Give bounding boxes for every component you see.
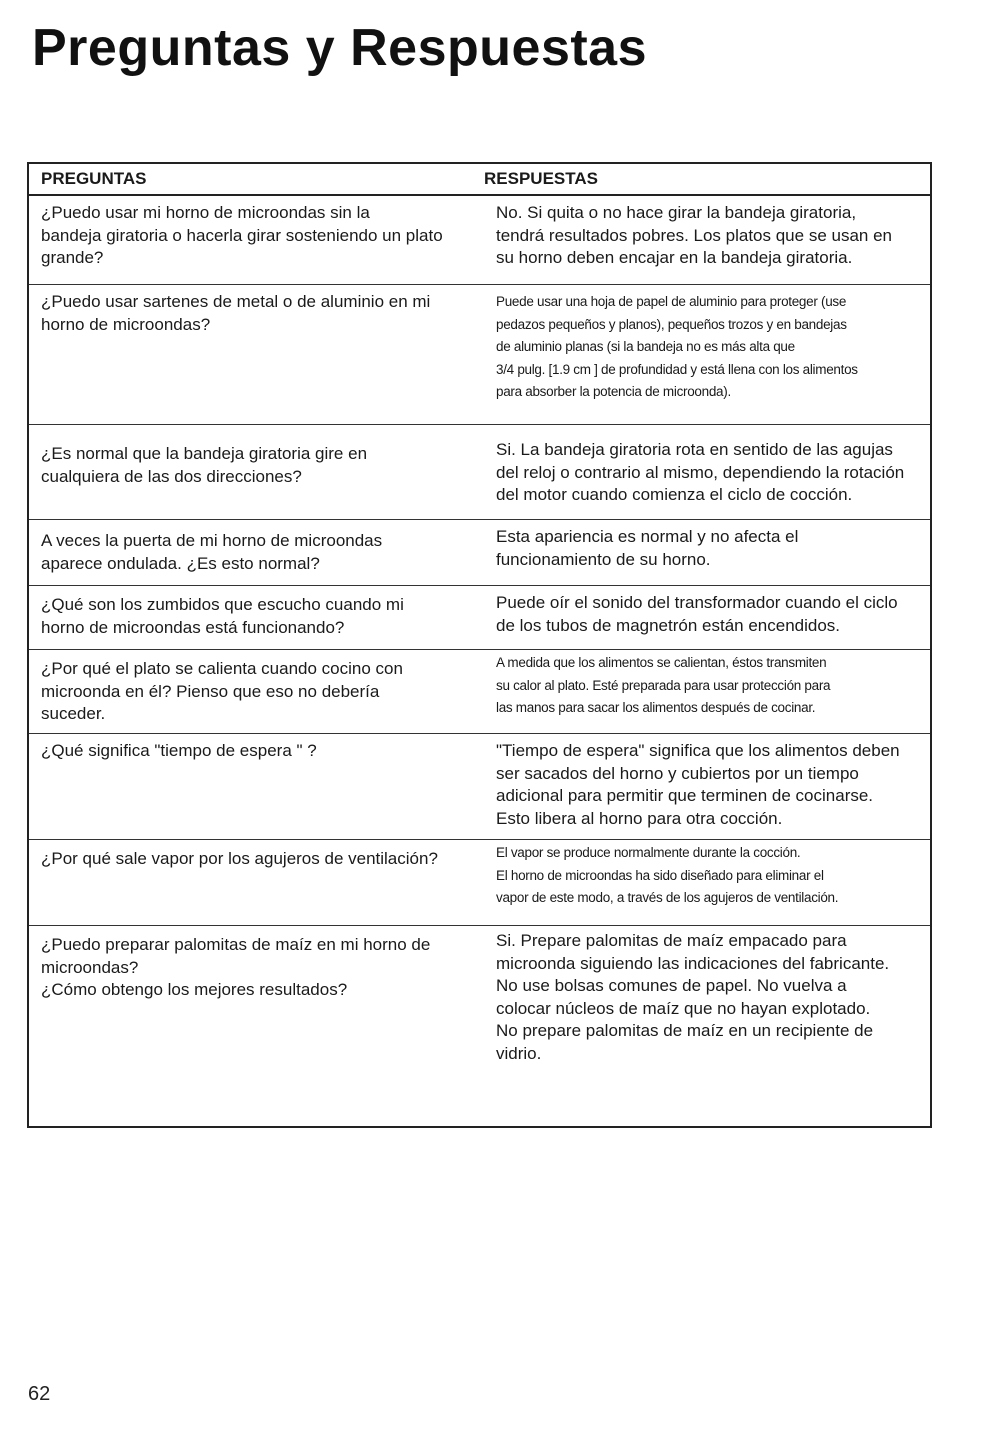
table-row bbox=[29, 425, 930, 520]
answer-cell: Esta apariencia es normal y no afecta el funcionamiento de su horno. bbox=[496, 527, 799, 569]
answer-cell: Puede oír el sonido del transformador cuando el ciclo de los tubos de magnetrón están encendidos. bbox=[496, 593, 898, 635]
table-row bbox=[29, 650, 930, 734]
question-cell: ¿Puedo preparar palomitas de maíz en mi horno de microondas? ¿Cómo obtengo los mejores resultados? bbox=[41, 935, 431, 999]
header-questions: PREGUNTAS bbox=[41, 169, 147, 188]
question-cell: ¿Es normal que la bandeja giratoria gire en cualquiera de las dos direcciones? bbox=[41, 444, 368, 486]
header-answers: RESPUESTAS bbox=[484, 169, 598, 188]
table-row bbox=[29, 196, 930, 285]
answer-cell: A medida que los alimentos se calientan, éstos transmiten su calor al plato. Esté preparada para usar protección para las manos para sacar los alimentos después de cocinar. bbox=[496, 655, 831, 715]
table-row bbox=[29, 285, 930, 425]
table-row bbox=[29, 586, 930, 650]
answer-cell: El vapor se produce normalmente durante la cocción. El horno de microondas ha sido diseñado para eliminar el vapor de este modo, a través de los agujeros de ventilación. bbox=[496, 845, 839, 905]
qa-table bbox=[27, 162, 932, 1128]
question-cell: ¿Puedo usar mi horno de microondas sin la bandeja giratoria o hacerla girar sosteniendo un plato grande? bbox=[41, 203, 443, 267]
table-row bbox=[29, 840, 930, 926]
table-row bbox=[29, 520, 930, 586]
page-number: 62 bbox=[28, 1383, 51, 1405]
question-cell: ¿Por qué el plato se calienta cuando cocino con microonda en él? Pienso que eso no debería suceder. bbox=[41, 659, 403, 723]
answer-cell: Si. Prepare palomitas de maíz empacado para microonda siguiendo las indicaciones del fabricante. No use bolsas comunes de papel. No vuelva a colocar núcleos de maíz que no hayan explotado. No prepare palomitas de maíz en un recipiente de vidrio. bbox=[496, 931, 890, 1063]
question-cell: A veces la puerta de mi horno de microondas aparece ondulada. ¿Es esto normal? bbox=[41, 531, 383, 573]
answer-cell: Puede usar una hoja de papel de aluminio para proteger (use pedazos pequeños y planos), pequeños trozos y en bandejas de aluminio planas (si la bandeja no es más alta que 3/4 pulg. [1.9 cm ] de profundidad y está llena con los alimentos para absorber la potencia de microonda). bbox=[496, 294, 858, 399]
question-cell: ¿Puedo usar sartenes de metal o de aluminio en mi horno de microondas? bbox=[41, 292, 431, 334]
question-cell: ¿Por qué sale vapor por los agujeros de ventilación? bbox=[41, 849, 438, 868]
answer-cell: "Tiempo de espera" significa que los alimentos deben ser sacados del horno y cubiertos por un tiempo adicional para permitir que terminen de cocinarse. Esto libera al horno para otra cocción. bbox=[496, 741, 900, 828]
page-title: Preguntas y Respuestas bbox=[32, 19, 648, 77]
answer-cell: Si. La bandeja giratoria rota en sentido de las agujas del reloj o contrario al mismo, dependiendo la rotación del motor cuando comienza el ciclo de cocción. bbox=[496, 440, 905, 504]
table-row bbox=[29, 734, 930, 840]
question-cell: ¿Qué significa "tiempo de espera " ? bbox=[41, 741, 317, 760]
answer-cell: No. Si quita o no hace girar la bandeja giratoria, tendrá resultados pobres. Los platos que se usan en su horno deben encajar en la bandeja giratoria. bbox=[496, 203, 892, 267]
table-row bbox=[29, 926, 930, 1126]
question-cell: ¿Qué son los zumbidos que escucho cuando mi horno de microondas está funcionando? bbox=[41, 595, 404, 637]
table-header bbox=[29, 164, 930, 196]
